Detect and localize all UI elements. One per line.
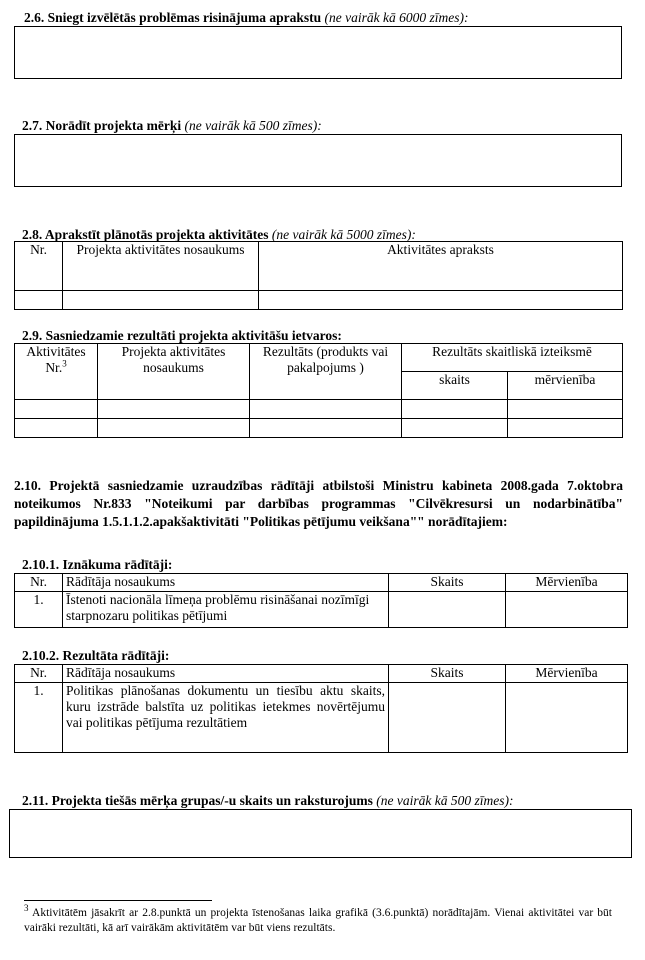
section-title: 2.6. Sniegt izvēlētās problēmas risinājuma aprakstu: [24, 10, 322, 25]
text-area-2-7[interactable]: [14, 134, 622, 187]
cell-empty[interactable]: [250, 419, 402, 438]
header-activity-nr-label: Aktivitātes Nr.: [26, 344, 86, 375]
char-limit-note: (ne vairāk kā 5000 zīmes): [271, 227, 412, 242]
cell-unit[interactable]: [506, 683, 628, 753]
header-result: Rezultāts (produkts vai pakalpojums ): [250, 344, 402, 400]
table-row: [15, 592, 628, 628]
cell-empty[interactable]: [15, 419, 98, 438]
section-2-10-1-heading: 2.10.1. Iznākuma rādītāji:: [22, 557, 173, 572]
activities-table: [14, 241, 623, 310]
header-unit: Mērvienība: [506, 665, 628, 683]
footnote-text: Aktivitātēm jāsakrīt ar 2.8.punktā un projekta īstenošanas laika grafikā (3.6.punktā) norādītajām. Vienai aktivitātei var būt vairāki rezultāti, kā arī vairākām aktivitātēm var būt viens rezultāts.: [24, 907, 613, 934]
footnote-ref[interactable]: 3: [62, 358, 67, 369]
section-title: 2.7. Norādīt projekta mērķi: [22, 118, 182, 133]
section-title: 2.9. Sasniedzamie rezultāti projekta aktivitāšu ietvaros:: [22, 328, 342, 343]
section-2-9-heading: [22, 328, 342, 344]
header-nr: Nr.: [15, 242, 63, 291]
cell-empty[interactable]: [250, 400, 402, 419]
cell-empty[interactable]: [402, 400, 508, 419]
cell-count[interactable]: [389, 683, 506, 753]
header-unit: mērvienība: [508, 372, 623, 400]
header-activity-nr: [15, 344, 98, 400]
colon: :: [463, 10, 469, 25]
cell-empty[interactable]: [508, 419, 623, 438]
table-row: [15, 291, 623, 310]
section-2-7-heading: [22, 118, 322, 134]
header-activity-name: Projekta aktivitātes nosaukums: [98, 344, 250, 400]
section-2-10-paragraph: 2.10. Projektā sasniedzamie uzraudzības rādītāji atbilstoši Ministru kabineta 2008.gada 7.oktobra noteikumos Nr.833 "Noteikumi par darbības programmas "Cilvēkresursi un nodarbinātība" papildinājuma 1.5.1.1.2.apakšaktivitāti "Politikas pētījumu veikšana"" norādītajiem:: [14, 478, 623, 529]
cell-count[interactable]: [389, 592, 506, 628]
text-area-2-11[interactable]: [9, 809, 632, 858]
cell-indicator-name: Īstenoti nacionāla līmeņa problēmu risināšanai nozīmīgi starpnozaru politikas pētījumi: [63, 592, 389, 628]
table-header-row: [15, 242, 623, 291]
text-area-2-6[interactable]: [14, 26, 622, 79]
cell-nr: 1.: [15, 683, 63, 753]
results-table: [14, 343, 623, 438]
table-row: [15, 683, 628, 753]
footnote: [24, 903, 613, 936]
table-row: [15, 400, 623, 419]
char-limit-note: (ne vairāk kā 500 zīmes): [376, 793, 509, 808]
header-indicator-name: Rādītāja nosaukums: [63, 574, 389, 592]
section-title: 2.11. Projekta tiešās mērķa grupas/-u skaits un raksturojums: [22, 793, 373, 808]
colon: :: [317, 118, 322, 133]
cell-empty[interactable]: [15, 400, 98, 419]
cell-empty[interactable]: [259, 291, 623, 310]
table-header-row: [15, 574, 628, 592]
header-unit: Mērvienība: [506, 574, 628, 592]
header-count: skaits: [402, 372, 508, 400]
result-indicators-table: [14, 664, 628, 753]
header-activity-description: Aktivitātes apraksts: [259, 242, 623, 291]
section-title: 2.8. Aprakstīt plānotās projekta aktivitātes: [22, 227, 269, 242]
table-header-row: [15, 344, 623, 372]
section-2-10-2-heading: 2.10.2. Rezultāta rādītāji:: [22, 648, 170, 663]
header-count: Skaits: [389, 665, 506, 683]
header-indicator-name: Rādītāja nosaukums: [63, 665, 389, 683]
header-count: Skaits: [389, 574, 506, 592]
header-nr: Nr.: [15, 665, 63, 683]
cell-unit[interactable]: [506, 592, 628, 628]
output-indicators-table: [14, 573, 628, 628]
colon: :: [411, 227, 416, 242]
cell-empty[interactable]: [98, 400, 250, 419]
footnote-separator: [24, 900, 212, 901]
header-activity-name: Projekta aktivitātes nosaukums: [63, 242, 259, 291]
cell-empty[interactable]: [508, 400, 623, 419]
cell-empty[interactable]: [98, 419, 250, 438]
footnote-mark: 3: [24, 903, 29, 914]
char-limit-note: (ne vairāk kā 6000 zīmes): [324, 10, 464, 25]
colon: :: [509, 793, 514, 808]
cell-indicator-name: Politikas plānošanas dokumentu un tiesību aktu skaits, kuru izstrāde balstīta uz politikas ietekmes novērtējumu vai politikas pētījuma rezultātiem: [63, 683, 389, 753]
table-row: [15, 419, 623, 438]
header-nr: Nr.: [15, 574, 63, 592]
section-2-11-heading: [22, 793, 514, 809]
table-header-row: [15, 665, 628, 683]
header-numeric-expression: Rezultāts skaitliskā izteiksmē: [402, 344, 623, 372]
cell-empty[interactable]: [63, 291, 259, 310]
cell-empty[interactable]: [402, 419, 508, 438]
cell-nr: 1.: [15, 592, 63, 628]
cell-empty[interactable]: [15, 291, 63, 310]
section-2-6-heading: [24, 10, 468, 26]
char-limit-note: (ne vairāk kā 500 zīmes): [184, 118, 318, 133]
